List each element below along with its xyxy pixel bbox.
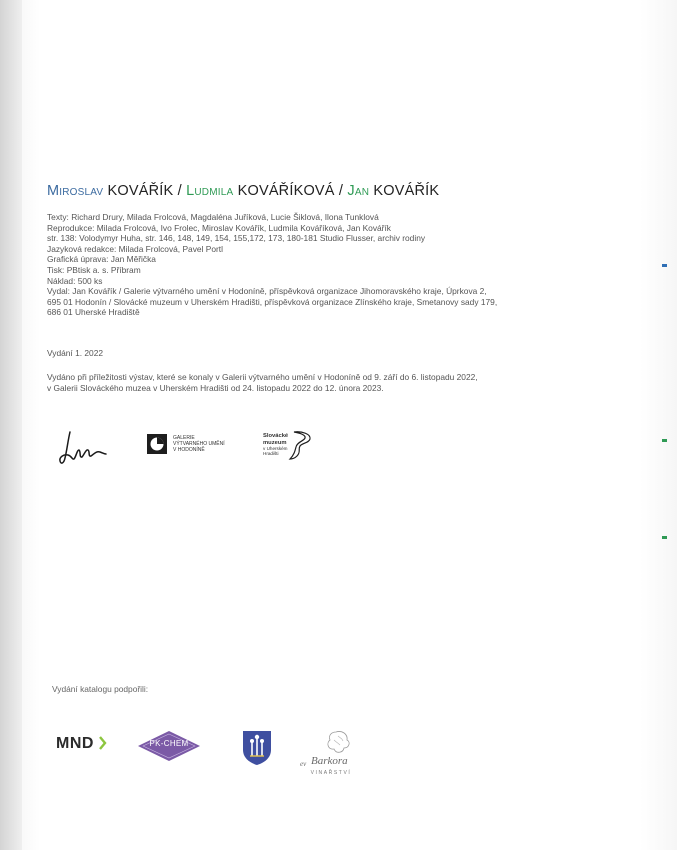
title-separator-1: / xyxy=(177,183,182,199)
mnd-swoosh-icon xyxy=(99,736,109,750)
edge-mark-green xyxy=(662,536,667,539)
credit-line: 686 01 Uherské Hradiště xyxy=(47,307,140,318)
svg-text:ev: ev xyxy=(300,760,307,768)
smu-line-bold: muzeum xyxy=(263,439,287,446)
smu-line: v Uherském xyxy=(263,446,288,451)
mnd-logo xyxy=(56,735,109,753)
credit-line: Jazyková redakce: Milada Frolcová, Pavel Portl xyxy=(47,243,223,254)
title-first-name-1: Miroslav xyxy=(47,183,104,199)
title-first-name-2: Ludmila xyxy=(186,183,234,199)
credit-line: str. 138: Volodymyr Huha, str. 146, 148, 149, 154, 155,172, 173, 180-181 Studio Flusser, archiv rodiny xyxy=(47,233,426,244)
smu-line: Hradišti xyxy=(263,451,279,457)
exhibition-line: Vydáno při příležitosti výstav, které se konaly v Galerii výtvarného umění v Hodoníně od 9. září do 6. listopadu 2022, xyxy=(47,372,478,382)
gvu-mark-icon xyxy=(147,434,167,454)
book-spine-shadow xyxy=(0,0,22,850)
pkchem-logo-text: PK-CHEM xyxy=(149,739,189,748)
slovacke-muzeum-logo xyxy=(263,430,312,460)
gvu-logo-text xyxy=(173,435,225,453)
title-first-name-3: Jan xyxy=(347,183,370,199)
title-last-name-2: KOVÁŘÍKOVÁ xyxy=(237,183,335,199)
town-crest-logo xyxy=(242,730,272,771)
gvu-line: VÝTVARNÉHO UMĚNÍ xyxy=(173,441,225,447)
artists-title xyxy=(47,183,439,199)
exhibition-line: v Galerii Slováckého muzea v Uherském Hradišti od 24. listopadu 2022 do 12. února 2023. xyxy=(47,382,384,393)
barkora-winery-logo xyxy=(298,728,368,775)
credit-line: Náklad: 500 ks xyxy=(47,275,103,286)
pkchem-logo xyxy=(137,730,201,767)
gvu-line: V HODONÍNĚ xyxy=(173,447,205,453)
edition-line: Vydání 1. 2022 xyxy=(47,348,104,358)
smu-logo-text xyxy=(263,433,288,457)
title-last-name-1: KOVÁŘÍK xyxy=(107,183,174,199)
sponsors-label: Vydání katalogu podpořili: xyxy=(52,684,149,694)
credit-line: Reprodukce: Milada Frolcová, Ivo Frolec, Miroslav Kovářík, Ludmila Kováříková, Jan Kovářík xyxy=(47,222,391,233)
signature-logo xyxy=(58,428,108,475)
credit-line: Tisk: PBtisk a. s. Příbram xyxy=(47,264,141,275)
vinarstvi-label: VINAŘSTVÍ xyxy=(310,770,352,776)
credits-block xyxy=(47,212,497,318)
barkora-logo-text: Barkora xyxy=(311,755,348,767)
credit-line: Grafická úprava: Jan Měřička xyxy=(47,254,156,265)
title-separator-2: / xyxy=(338,183,344,199)
edge-mark-blue xyxy=(662,264,667,267)
smu-feather-icon xyxy=(288,430,312,460)
credit-line: Vydal: Jan Kovářík / Galerie výtvarného umění v Hodoníně, příspěvková organizace Jihomoravského kraje, Úprkova 2, xyxy=(47,286,487,297)
gvu-hodonin-logo xyxy=(147,434,225,454)
smu-line-bold: Slovácké xyxy=(263,433,289,440)
gvu-line: GALERIE xyxy=(173,435,195,441)
credit-line: 695 01 Hodonín / Slovácké muzeum v Uherském Hradišti, příspěvková organizace Zlínského kraje, Smetanovy sady 179, xyxy=(47,296,498,307)
edge-mark-green xyxy=(662,439,667,442)
exhibition-note xyxy=(47,372,478,393)
credit-line: Texty: Richard Drury, Milada Frolcová, Magdaléna Juříková, Lucie Šiklová, Ilona Tunklová xyxy=(47,212,379,222)
mnd-logo-text: MND xyxy=(56,735,94,752)
title-last-name-3: KOVÁŘÍK xyxy=(373,183,440,199)
